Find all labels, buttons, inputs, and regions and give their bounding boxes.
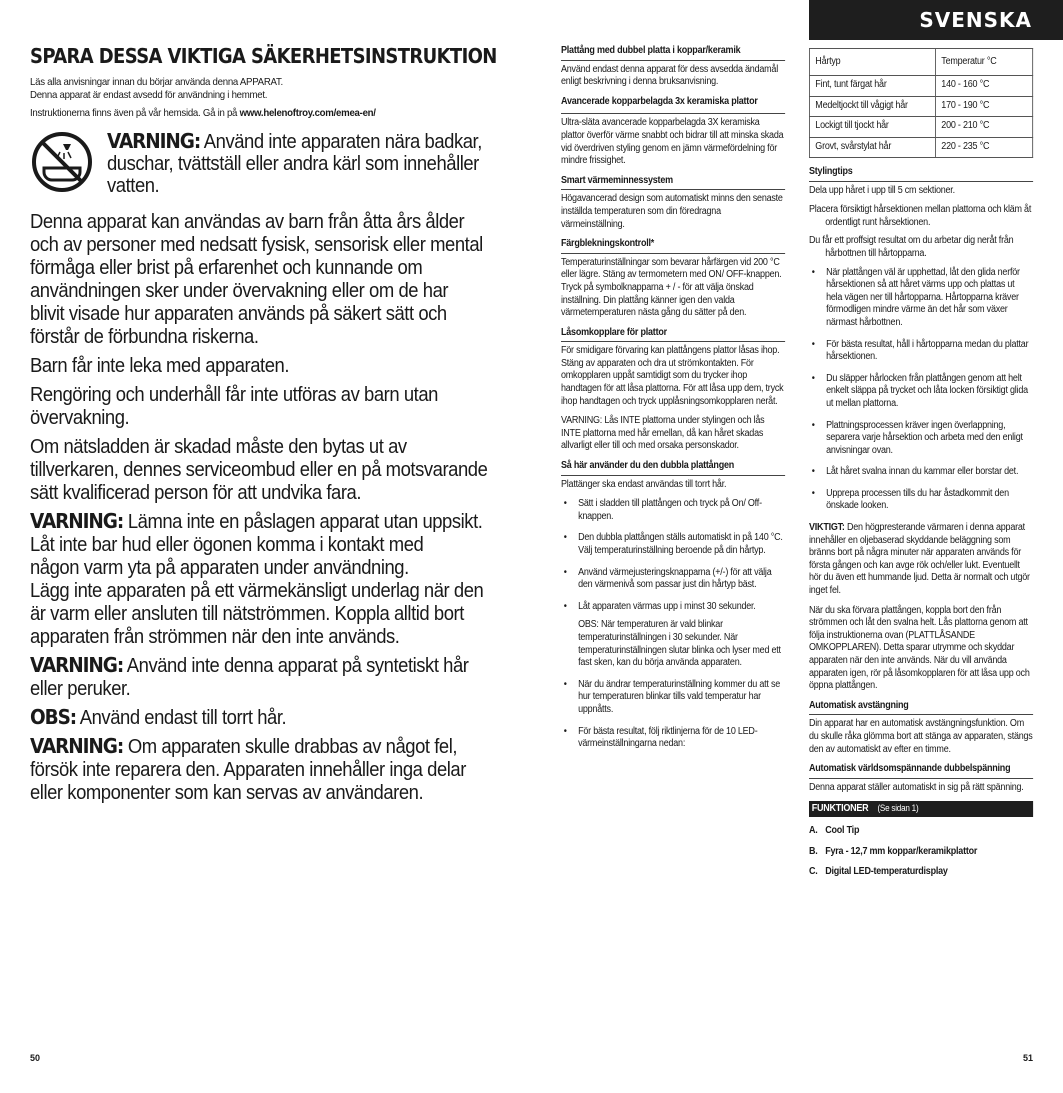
feature-item bbox=[809, 866, 1033, 879]
bath-warning-text bbox=[107, 130, 482, 197]
page-number-right: 51 bbox=[1023, 1053, 1034, 1063]
section-heading: Smart värmeminnessystem bbox=[561, 175, 785, 191]
temperature-table bbox=[809, 48, 1033, 158]
website-prefix: Instruktionerna finns även på vår hemsida. Gå in på bbox=[30, 107, 240, 119]
page-number-left: 50 bbox=[30, 1053, 41, 1063]
children-paragraph bbox=[30, 210, 505, 348]
text-line: tillverkaren, dennes serviceombud eller en på motsvarande bbox=[30, 458, 488, 481]
safety-instructions-page bbox=[30, 44, 505, 804]
warning-label: VARNING: bbox=[107, 129, 201, 153]
list-item: • Den dubbla plattången ställs automatiskt in på 140 °C. Välj temperaturinställning beroende på din hårtyp. bbox=[561, 532, 785, 557]
feature-text: Digital LED-temperaturdisplay bbox=[825, 866, 948, 878]
table-cell: Fint, tunt färgat hår bbox=[809, 76, 935, 97]
text-line: och av personer med nedsatt fysisk, sensorisk eller mental bbox=[30, 233, 483, 256]
section-text: För smidigare förvaring kan plattångens plattor låsas ihop. Stäng av apparaten och dra ut strömkontakten. För omkopplaren uppåt samtidigt som du trycker ihop handtagen för att låsa plattorna. För att låsa upp dem, tryck ihop handtagen och tryck upplåsningsomkopplaren neråt. bbox=[561, 345, 784, 407]
text-line: sätt kvalificerad person för att undvika fara. bbox=[30, 481, 362, 504]
important-text: Den högpresterande värmaren i denna apparat innehåller en oljebaserad skyddande beläggning som bränns bort på några minuter när apparaten används för första gången och kan avge rök och/eller lukt. Eventuellt hör du även ett hummande ljud. Detta är normalt och utgör inget fel. bbox=[809, 522, 1030, 597]
styling-tips-list bbox=[809, 267, 1033, 514]
section-text: Denna apparat ställer automatiskt in sig på rätt spänning. bbox=[809, 781, 1024, 793]
warning-label: VARNING: bbox=[30, 653, 124, 677]
bath-warning bbox=[30, 130, 505, 200]
section-text: Dela upp håret i upp till 5 cm sektioner. bbox=[809, 184, 955, 196]
table-header: Hårtyp bbox=[809, 49, 935, 76]
bath-warning-line: vatten. bbox=[107, 174, 160, 197]
feature-letter: A. bbox=[809, 824, 818, 836]
list-item: • Sätt i sladden till plattången och tryck på On/ Off-knappen. bbox=[561, 498, 785, 523]
cleaning-paragraph bbox=[30, 383, 505, 429]
functions-label: FUNKTIONER bbox=[811, 803, 869, 815]
table-cell: Medeltjockt till vågigt hår bbox=[809, 96, 935, 117]
repair-warning bbox=[30, 735, 505, 804]
text-line: Låt inte bar hud eller ögonen komma i kontakt med bbox=[30, 533, 424, 556]
section-text: Du får ett proffsigt resultat om du arbetar dig neråt från hårbottnen till hårtopparna. bbox=[809, 235, 1014, 259]
text-line: övervakning. bbox=[30, 406, 130, 429]
list-item: • Plattningsprocessen kräver ingen överlappning, separera varje hårsektion och arbeta med den enligt anvisningar ovan. bbox=[809, 420, 1033, 458]
section-text: Använd endast denna apparat för dess avsedda ändamål enligt beskrivning i denna bruksanvisning. bbox=[561, 63, 778, 88]
table-row bbox=[809, 76, 1032, 97]
page-title: SPARA DESSA VIKTIGA SÄKERHETSINSTRUKTION bbox=[30, 44, 497, 68]
list-item: • När plattången väl är upphettad, låt den glida nerför hårsektionen så att håret värms upp och plattas ut hela vägen ner till hårtopparna. Hårtopparna kräver förmodligen mindre värme än det hår som växer närmast hårbottnen. bbox=[809, 267, 1033, 330]
list-item: • När du ändrar temperaturinställning kommer du att se hur temperaturen blinkar tills vald temperatur har uppnåtts. bbox=[561, 679, 785, 717]
warning-label: VARNING: bbox=[30, 509, 124, 533]
section-heading: Färgblekningskontroll* bbox=[561, 238, 785, 254]
language-tab: SVENSKA bbox=[809, 0, 1063, 40]
section-heading: Automatisk världsomspännande dubbelspänning bbox=[809, 763, 1033, 779]
text-line: Lägg inte apparaten på ett värmekänsligt underlag när den bbox=[30, 579, 484, 602]
table-row bbox=[809, 96, 1032, 117]
obs-note bbox=[30, 706, 505, 729]
text-line: Använd inte denna apparat på syntetiskt hår bbox=[123, 654, 469, 677]
list-item: • Upprepa processen tills du har åstadkommit den önskade looken. bbox=[809, 488, 1033, 513]
list-item bbox=[561, 601, 785, 670]
section-heading: Så här använder du den dubbla plattången bbox=[561, 460, 785, 476]
text-line: Rengöring och underhåll får inte utföras av barn utan bbox=[30, 383, 438, 406]
list-item: • Du släpper hårlocken från plattången genom att helt enkelt släppa på trycket och låta locken försiktigt glida ut mellan plattorna. bbox=[809, 373, 1033, 411]
text-line: förmåga eller brist på erfarenhet och kunnande om bbox=[30, 256, 423, 279]
usage-steps bbox=[561, 498, 785, 751]
list-item: • Låt håret svalna innan du kammar eller borstar det. bbox=[809, 466, 1033, 479]
no-water-bath-icon bbox=[30, 130, 94, 194]
step-text: Låt apparaten värmas upp i minst 30 sekunder. bbox=[578, 600, 756, 612]
bath-warning-line: Använd inte apparaten nära badkar, bbox=[200, 130, 482, 153]
intro-line: Läs alla anvisningar innan du börjar använda denna APPARAT. bbox=[30, 76, 283, 88]
text-line: är varm eller ansluten till nätströmmen. Koppla alltid bort bbox=[30, 602, 464, 625]
section-heading: Plattång med dubbel platta i koppar/keramik bbox=[561, 45, 785, 61]
storage-text: När du ska förvara plattången, koppla bort den från strömmen och låt den svalna helt. Lås plattorna genom att följa instruktionerna ovan (PLATTLÅSANDE OMKOPPLAREN). Detta sparar utrymme och skyddar apparaten när den inte används. När du vill använda apparaten igen, rör på låsomkopplaren för att låsa upp och öppna plattången. bbox=[809, 604, 1030, 692]
text-line: förstår de förbundna riskerna. bbox=[30, 325, 259, 348]
table-cell: 140 - 160 °C bbox=[935, 76, 1032, 97]
play-paragraph bbox=[30, 354, 505, 377]
website-line bbox=[30, 107, 467, 120]
text-line: apparaten från strömmen när den inte används. bbox=[30, 625, 400, 648]
synthetic-warning bbox=[30, 654, 505, 700]
text-line: Barn får inte leka med apparaten. bbox=[30, 354, 290, 377]
text-line: Om apparaten skulle drabbas av något fel, bbox=[123, 735, 458, 758]
table-header-row bbox=[809, 49, 1032, 76]
text-line: försök inte reparera den. Apparaten innehåller inga delar bbox=[30, 758, 466, 781]
section-heading: Automatisk avstängning bbox=[809, 700, 1033, 716]
text-line: Lämna inte en påslagen apparat utan uppsikt. bbox=[123, 510, 483, 533]
section-heading: Stylingtips bbox=[809, 166, 1033, 182]
text-line: Använd endast till torrt hår. bbox=[76, 706, 287, 729]
section-text: Plattänger ska endast användas till torrt hår. bbox=[561, 478, 727, 490]
feature-item bbox=[809, 846, 1033, 859]
bath-warning-line: duschar, tvättställ eller andra kärl som innehåller bbox=[107, 152, 479, 175]
section-text: Din apparat har en automatisk avstängningsfunktion. Om du skulle råka glömma bort att stänga av apparaten, stängs den av automatiskt av efter en timme. bbox=[809, 718, 1033, 755]
feature-letter: B. bbox=[809, 845, 818, 857]
functions-see-reference: (Se sidan 1) bbox=[877, 803, 919, 814]
table-cell: Lockigt till tjockt hår bbox=[809, 117, 935, 138]
important-label: VIKTIGT: bbox=[809, 522, 845, 534]
functions-bar bbox=[809, 801, 1033, 817]
section-text: Temperaturinställningar som bevarar hårfärgen vid 200 °C eller lägre. Stäng av termometern med ON/ OFF-knappen. Tryck på symbolknapparna + / - för att välja önskad inställning. Din plattång känner igen den valda värmetemperaturen nästa gång du sätter på den. bbox=[561, 256, 782, 319]
table-cell: 220 - 235 °C bbox=[935, 137, 1032, 158]
text-line: användningen sker under övervakning eller om de har bbox=[30, 279, 449, 302]
list-item: • Använd värmejusteringsknapparna (+/-) för att välja den värmenivå som passar just din hårtyp bäst. bbox=[561, 567, 785, 592]
section-text: Högavancerad design som automatiskt minns den senaste inställda temperaturen som din föredragna värmeinställning. bbox=[561, 193, 783, 230]
cord-paragraph bbox=[30, 435, 505, 504]
styling-column bbox=[809, 48, 1033, 887]
list-item: • För bästa resultat, håll i hårtopparna medan du plattar hårsektionen. bbox=[809, 339, 1033, 364]
table-cell: Grovt, svårstylat hår bbox=[809, 137, 935, 158]
section-text: Ultra-släta avancerade kopparbelagda 3X keramiska plattor överför värme snabbt och bidrar till att minska skada vid överdriven styling genom en jämn värmefördelning för mindre frissighet. bbox=[561, 117, 784, 167]
table-cell: 200 - 210 °C bbox=[935, 117, 1032, 138]
section-text: Placera försiktigt hårsektionen mellan plattorna och kläm åt ordentligt runt hårsektionen. bbox=[809, 204, 1032, 228]
section-heading: Avancerade kopparbelagda 3x keramiska plattor bbox=[561, 95, 758, 107]
text-line: eller komponenter som kan servas av användaren. bbox=[30, 781, 424, 804]
table-header: Temperatur °C bbox=[935, 49, 1032, 76]
table-row bbox=[809, 137, 1032, 158]
feature-text: Fyra - 12,7 mm koppar/keramikplattor bbox=[825, 845, 978, 857]
table-row bbox=[809, 117, 1032, 138]
text-line: Om nätsladden är skadad måste den bytas ut av bbox=[30, 435, 407, 458]
text-line: Denna apparat kan användas av barn från åtta års ålder bbox=[30, 210, 465, 233]
important-note bbox=[809, 522, 1033, 598]
feature-letter: C. bbox=[809, 866, 818, 878]
intro-line: Denna apparat är endast avsedd för användning i hemmet. bbox=[30, 89, 268, 101]
feature-text: Cool Tip bbox=[825, 824, 860, 836]
obs-label: OBS: bbox=[30, 705, 77, 729]
product-features-column bbox=[561, 45, 785, 760]
text-line: eller peruker. bbox=[30, 677, 131, 700]
unattended-warning bbox=[30, 510, 505, 648]
feature-item bbox=[809, 825, 1033, 838]
section-text: VARNING: Lås INTE plattorna under stylingen och lås INTE plattorna med hår emellan, då kan håret skadas allvarligt eller till och med orsaka personskador. bbox=[561, 415, 765, 452]
text-line: någon varm yta på apparaten under användning. bbox=[30, 556, 409, 579]
website-link[interactable]: www.helenoftroy.com/emea-en/ bbox=[239, 107, 376, 119]
warning-label: VARNING: bbox=[30, 734, 124, 758]
text-line: blivit visade hur apparaten används på säkert sätt och bbox=[30, 302, 447, 325]
table-cell: 170 - 190 °C bbox=[935, 96, 1032, 117]
list-item: • För bästa resultat, följ riktlinjerna för de 10 LED-värmeinställningarna nedan: bbox=[561, 726, 785, 751]
step-note: OBS: När temperaturen är vald blinkar temperaturinställningen i 30 sekunder. När temperaturinställningen slutar blinka och lyser med ett fast sken, kan du börja använda apparaten. bbox=[578, 619, 781, 669]
section-heading: Låsomkopplare för plattor bbox=[561, 327, 785, 343]
